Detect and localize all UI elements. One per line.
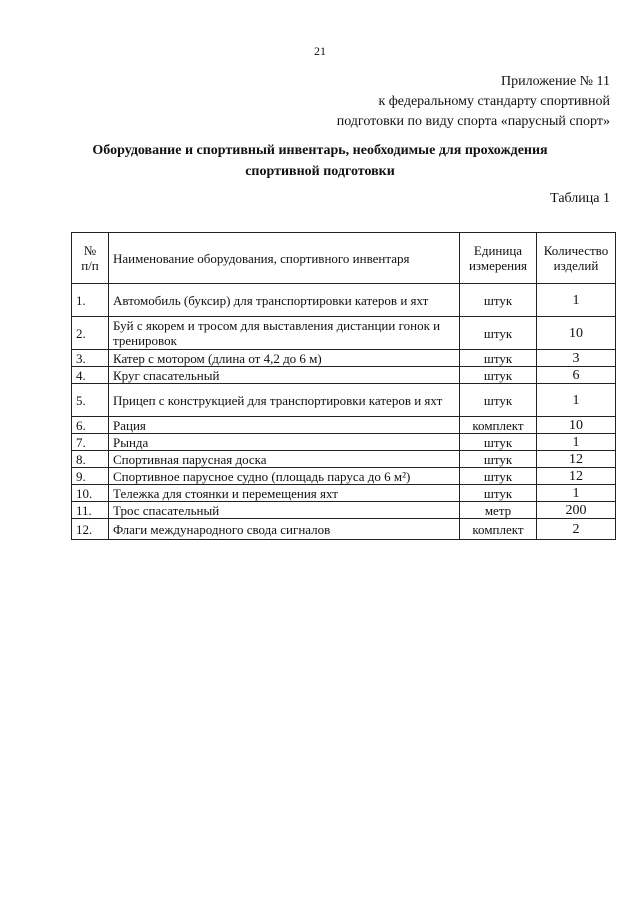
row-name: Спортивная парусная доска bbox=[109, 451, 460, 468]
row-unit: штук bbox=[460, 367, 537, 384]
appendix-line-1: Приложение № 11 bbox=[501, 74, 610, 89]
table-row bbox=[72, 451, 616, 468]
header-unit-line-1: Единица bbox=[473, 243, 523, 258]
header-quantity-line-1: Количество bbox=[543, 243, 609, 258]
row-unit: штук bbox=[460, 451, 537, 468]
row-name: Флаги международного свода сигналов bbox=[109, 519, 460, 540]
appendix-header bbox=[270, 72, 610, 132]
table-row bbox=[72, 434, 616, 451]
header-number-line-2: п/п bbox=[81, 258, 99, 273]
table-row bbox=[72, 519, 616, 540]
row-unit: штук bbox=[460, 434, 537, 451]
row-unit: комплект bbox=[460, 417, 537, 434]
header-quantity-line-2: изделий bbox=[553, 258, 599, 273]
row-name: Тележка для стоянки и перемещения яхт bbox=[109, 485, 460, 502]
row-unit: штук bbox=[460, 384, 537, 417]
row-quantity: 12 bbox=[537, 468, 616, 485]
row-name: Спортивное парусное судно (площадь паруса до 6 м²) bbox=[109, 468, 460, 485]
row-quantity: 10 bbox=[537, 317, 616, 350]
row-unit: комплект bbox=[460, 519, 537, 540]
row-number: 2. bbox=[72, 317, 109, 350]
row-name: Трос спасательный bbox=[109, 502, 460, 519]
row-name: Автомобиль (буксир) для транспортировки катеров и яхт bbox=[109, 284, 460, 317]
row-quantity: 1 bbox=[537, 485, 616, 502]
row-unit: метр bbox=[460, 502, 537, 519]
table-row bbox=[72, 485, 616, 502]
page-number: 21 bbox=[314, 44, 326, 58]
row-quantity: 1 bbox=[537, 434, 616, 451]
row-unit: штук bbox=[460, 485, 537, 502]
row-name: Катер с мотором (длина от 4,2 до 6 м) bbox=[109, 350, 460, 367]
row-number: 6. bbox=[72, 417, 109, 434]
appendix-line-3: подготовки по виду спорта «парусный спорт» bbox=[336, 114, 610, 129]
row-number: 11. bbox=[72, 502, 109, 519]
row-quantity: 12 bbox=[537, 451, 616, 468]
header-number bbox=[72, 233, 109, 284]
appendix-line-2: к федеральному стандарту спортивной bbox=[378, 94, 610, 109]
header-name: Наименование оборудования, спортивного инвентаря bbox=[109, 233, 460, 284]
row-name: Рация bbox=[109, 417, 460, 434]
row-number: 7. bbox=[72, 434, 109, 451]
row-quantity: 1 bbox=[537, 284, 616, 317]
row-number: 10. bbox=[72, 485, 109, 502]
row-number: 9. bbox=[72, 468, 109, 485]
row-name: Круг спасательный bbox=[109, 367, 460, 384]
header-unit bbox=[460, 233, 537, 284]
row-number: 12. bbox=[72, 519, 109, 540]
table-label: Таблица 1 bbox=[550, 191, 610, 206]
table-header-row bbox=[72, 233, 616, 284]
row-unit: штук bbox=[460, 317, 537, 350]
table-row bbox=[72, 350, 616, 367]
row-unit: штук bbox=[460, 284, 537, 317]
title-line-1: Оборудование и спортивный инвентарь, необходимые для прохождения bbox=[92, 143, 548, 158]
row-quantity: 200 bbox=[537, 502, 616, 519]
row-name: Буй с якорем и тросом для выставления дистанции гонок и тренировок bbox=[109, 317, 460, 350]
table-row bbox=[72, 502, 616, 519]
row-unit: штук bbox=[460, 468, 537, 485]
row-quantity: 6 bbox=[537, 367, 616, 384]
title-line-2: спортивной подготовки bbox=[245, 164, 395, 179]
header-quantity bbox=[537, 233, 616, 284]
document-title bbox=[40, 140, 600, 182]
row-quantity: 2 bbox=[537, 519, 616, 540]
table-row bbox=[72, 468, 616, 485]
table-row bbox=[72, 417, 616, 434]
row-name: Рында bbox=[109, 434, 460, 451]
table-row bbox=[72, 367, 616, 384]
header-number-line-1: № bbox=[83, 243, 97, 258]
row-number: 3. bbox=[72, 350, 109, 367]
row-number: 5. bbox=[72, 384, 109, 417]
row-unit: штук bbox=[460, 350, 537, 367]
row-number: 8. bbox=[72, 451, 109, 468]
row-number: 4. bbox=[72, 367, 109, 384]
header-unit-line-2: измерения bbox=[468, 258, 528, 273]
equipment-table bbox=[71, 232, 616, 540]
row-quantity: 1 bbox=[537, 384, 616, 417]
table-row bbox=[72, 384, 616, 417]
row-quantity: 3 bbox=[537, 350, 616, 367]
row-number: 1. bbox=[72, 284, 109, 317]
row-quantity: 10 bbox=[537, 417, 616, 434]
table-row bbox=[72, 317, 616, 350]
row-name: Прицеп с конструкцией для транспортировки катеров и яхт bbox=[109, 384, 460, 417]
table-row bbox=[72, 284, 616, 317]
